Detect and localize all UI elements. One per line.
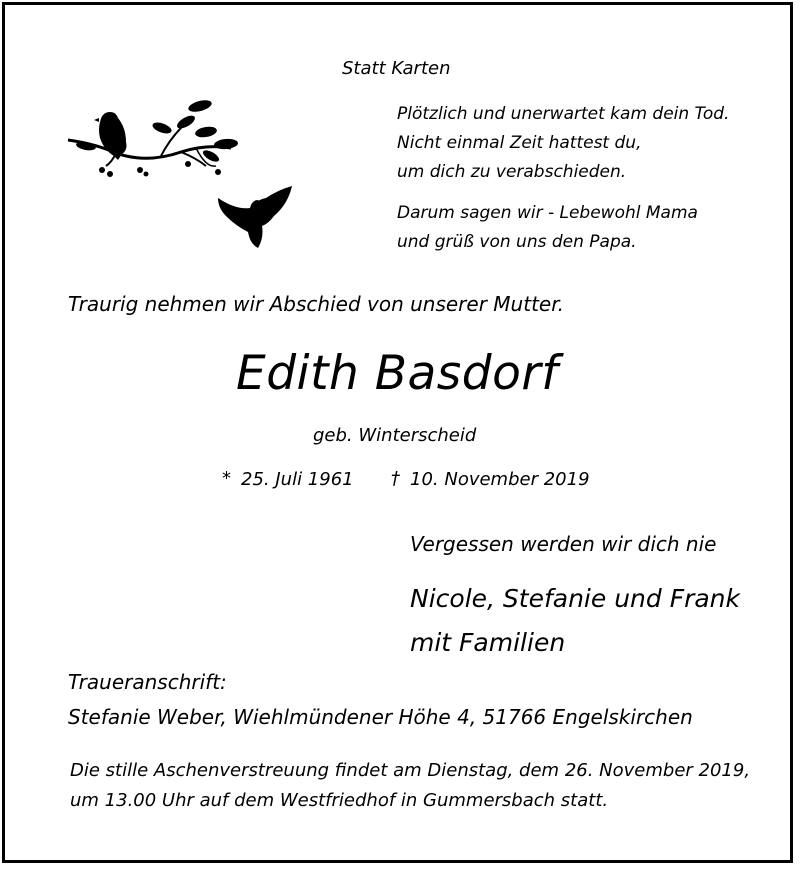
intro-line: Traurig nehmen wir Abschied von unserer Mutter. [68, 292, 564, 316]
address-label: Traueranschrift: [68, 670, 227, 694]
death-date: 10. November 2019 [410, 469, 590, 490]
deceased-name: Edith Basdorf [236, 346, 559, 401]
death-cross-icon: † [391, 468, 400, 489]
statt-karten: Statt Karten [342, 58, 451, 79]
ceremony-line-1: Die stille Aschenverstreuung findet am Dienstag, dem 26. November 2019, [70, 760, 751, 781]
poem-line-1: Plötzlich und unerwartet kam dein Tod. [397, 104, 730, 124]
poem-line-5: und grüß von uns den Papa. [397, 232, 637, 252]
ceremony-line-2: um 13.00 Uhr auf dem Westfriedhof in Gummersbach statt. [70, 790, 609, 811]
maiden-name: geb. Winterscheid [313, 425, 477, 446]
birds-on-branch-icon [66, 98, 306, 254]
closing-message: Vergessen werden wir dich nie [410, 532, 717, 556]
address-text: Stefanie Weber, Wiehlmündener Höhe 4, 51766 Engelskirchen [68, 705, 693, 729]
birth-date: 25. Juli 1961 [241, 469, 354, 490]
poem-line-2: Nicht einmal Zeit hattest du, [397, 133, 642, 153]
mourners-line-2: mit Familien [410, 628, 566, 657]
poem-line-4: Darum sagen wir - Lebewohl Mama [397, 203, 698, 223]
birth-star-icon: * [222, 468, 231, 489]
mourners-line-1: Nicole, Stefanie und Frank [410, 584, 741, 613]
poem-line-3: um dich zu verabschieden. [397, 162, 627, 182]
